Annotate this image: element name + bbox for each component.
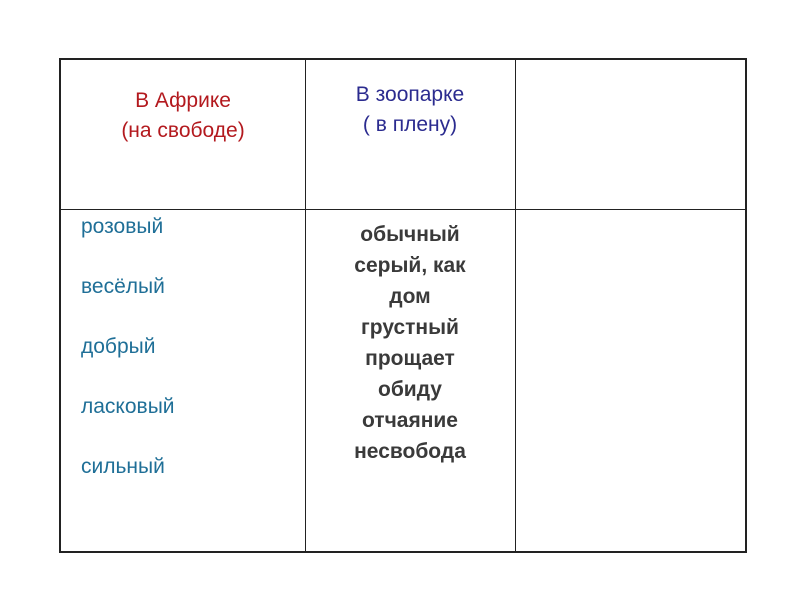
- zoo-subtitle: ( в плену): [362, 113, 458, 137]
- list-item: весёлый: [81, 275, 165, 298]
- zoo-title: В зоопарке: [355, 83, 465, 106]
- header-cell-africa: [61, 86, 305, 147]
- list-item: добрый: [81, 335, 156, 358]
- africa-words-cell: [81, 212, 175, 512]
- list-item: обиду: [378, 378, 442, 401]
- comparison-table: [59, 58, 747, 553]
- list-item: розовый: [81, 215, 164, 238]
- list-item: несвобода: [354, 440, 466, 463]
- zoo-words-cell: [305, 220, 515, 468]
- list-item: дом: [389, 285, 431, 308]
- list-item: отчаяние: [362, 409, 458, 432]
- list-item: сильный: [81, 455, 165, 478]
- list-item: прощает: [365, 347, 455, 370]
- africa-title: В Африке: [135, 89, 231, 112]
- africa-subtitle: (на свободе): [121, 119, 245, 143]
- column-divider-2: [515, 60, 516, 551]
- list-item: грустный: [361, 316, 459, 339]
- header-cell-zoo: [305, 80, 515, 141]
- list-item: серый, как: [354, 254, 466, 277]
- list-item: обычный: [360, 223, 460, 246]
- list-item: ласковый: [81, 395, 175, 418]
- row-divider: [61, 209, 745, 210]
